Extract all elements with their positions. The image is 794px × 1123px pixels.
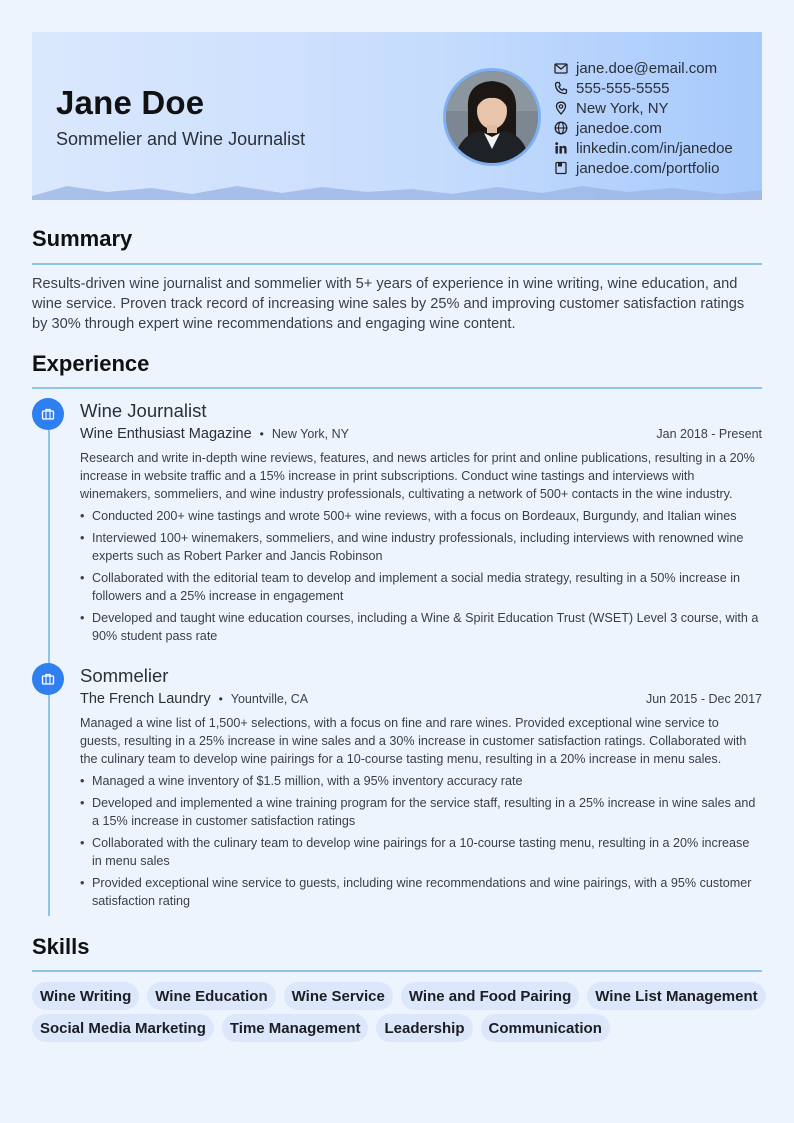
contact-portfolio[interactable] [554,158,733,178]
experience-entry [80,400,762,649]
list-item: • Developed and taught wine education courses, including a Wine & Spirit Education Trust (WSET) Level 3 course, with a 90% student pass rate [80,609,762,645]
section-title-skills: Skills [32,934,90,959]
job-location: New York, NY [271,427,349,441]
job-description: Research and write in-depth wine reviews, features, and news articles for print and online publications, resulting in a 20% increase in website traffic and a 15% increase in print subscriptions. Conduct wine tastings and interviews with winemakers, sommeliers, and wine industry professionals, cultivating a network of 500+ contacts in the wine industry. [80,451,755,501]
portfolio-icon [554,161,568,175]
globe-icon [554,121,568,135]
list-item: • Managed a wine inventory of $1.5 million, with a 95% inventory accuracy rate [80,772,762,790]
skills-list [32,982,772,1046]
contact-location [554,98,733,118]
section-divider [32,970,762,972]
job-dates: Jan 2018 - Present [656,427,762,441]
section-title-summary: Summary [32,226,133,251]
skill-chip: Wine Education [147,982,275,1010]
skill-chip: Wine List Management [587,982,765,1010]
contact-phone[interactable] [554,78,733,98]
location-pin-icon [554,101,568,115]
skill-chip: Leadership [376,1014,472,1042]
briefcase-icon [32,663,64,695]
skill-chip: Time Management [222,1014,369,1042]
skill-chip: Wine Service [284,982,393,1010]
decorative-wave [32,180,762,200]
header-banner [32,32,762,200]
contact-website[interactable] [554,118,733,138]
profile-photo [443,68,541,166]
job-bullets [80,772,762,910]
section-title-experience: Experience [32,351,150,376]
contact-text: janedoe.com/portfolio [576,159,720,177]
experience-entry [80,665,762,914]
job-location: Yountville, CA [230,692,309,706]
linkedin-icon [554,141,568,155]
contact-text: jane.doe@email.com [576,59,718,77]
job-company: Wine Enthusiast Magazine [80,426,252,442]
job-description: Managed a wine list of 1,500+ selections, with a focus on fine and rare wines. Provided exceptional wine service to guests, resulting in a 25% increase in wine sales and a 30% increase in customer satisfaction ratings. Collaborated with the culinary team to develop wine pairings for a 10-course tasting menu, resulting in a 20% increase in menu sales. [80,716,747,766]
list-item: • Collaborated with the culinary team to develop wine pairings for a 10-course tasting menu, resulting in a 20% increase in menu sales [80,834,762,870]
separator-dot: • [259,427,264,441]
candidate-title: Sommelier and Wine Journalist [56,129,306,149]
job-dates: Jun 2015 - Dec 2017 [645,692,762,706]
job-company: The French Laundry [80,691,211,707]
contact-email[interactable] [554,58,733,78]
mail-icon [554,61,568,75]
contact-list [554,58,733,178]
phone-icon [554,81,568,95]
list-item: • Interviewed 100+ winemakers, sommeliers, and wine industry professionals, including interviews with renowned wine experts such as Robert Parker and Jancis Robinson [80,529,762,565]
list-item: • Collaborated with the editorial team to develop and implement a social media strategy, resulting in a 50% increase in followers and a 25% increase in engagement [80,569,762,605]
skill-chip: Wine and Food Pairing [401,982,579,1010]
list-item: • Provided exceptional wine service to guests, including wine recommendations and wine pairings, with a 95% customer satisfaction rating [80,874,762,910]
separator-dot: • [218,692,223,706]
skill-chip: Communication [481,1014,610,1042]
contact-text: 555-555-5555 [576,79,670,97]
skill-chip: Social Media Marketing [32,1014,214,1042]
list-item: • Developed and implemented a wine training program for the service staff, resulting in a 25% increase in wine sales and a 15% increase in customer satisfaction ratings [80,794,762,830]
contact-text: linkedin.com/in/janedoe [576,139,733,157]
contact-linkedin[interactable] [554,138,733,158]
section-divider [32,263,762,265]
job-bullets [80,507,762,645]
candidate-name: Jane Doe [56,84,205,121]
summary-text: Results-driven wine journalist and sommelier with 5+ years of experience in wine writing, wine education, and wine service. Proven track record of increasing wine sales by 25% and improving customer satisfaction ratings by 30% through expert wine recommendations and engaging wine content. [32,276,745,332]
briefcase-icon [32,398,64,430]
contact-text: New York, NY [576,99,669,117]
contact-text: janedoe.com [576,119,662,137]
skill-chip: Wine Writing [32,982,139,1010]
list-item: • Conducted 200+ wine tastings and wrote 500+ wine reviews, with a focus on Bordeaux, Burgundy, and Italian wines [80,507,762,525]
section-divider [32,387,762,389]
job-role: Sommelier [80,665,169,686]
job-role: Wine Journalist [80,400,207,421]
